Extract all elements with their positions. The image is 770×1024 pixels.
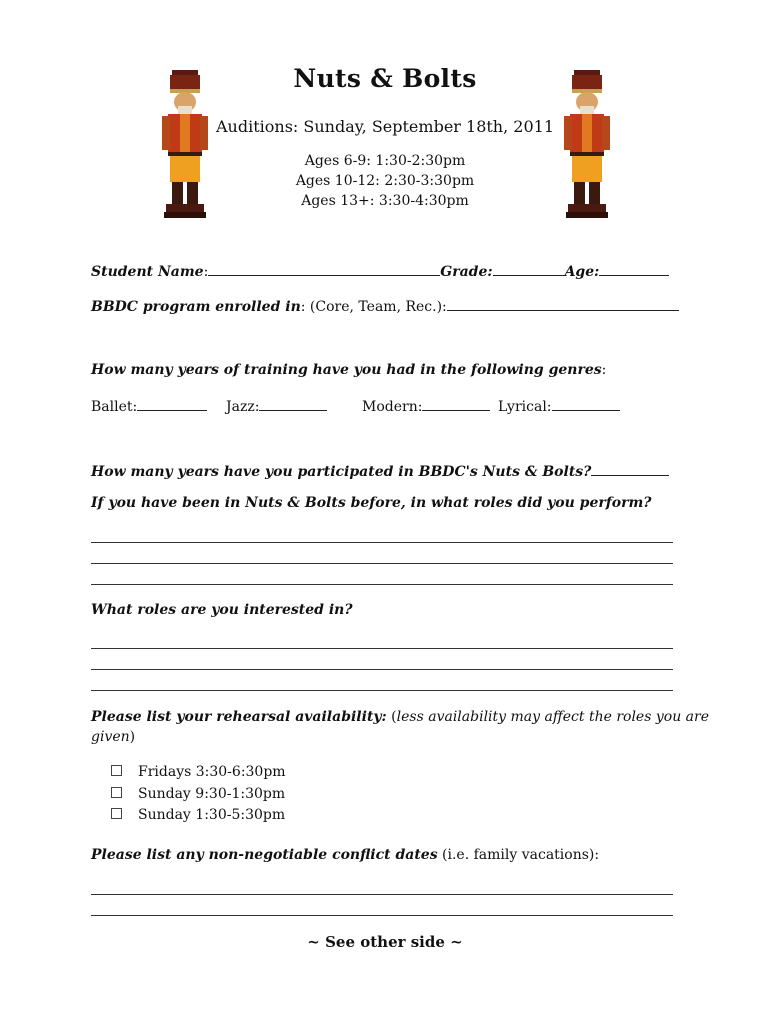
interested-roles-question: What roles are you interested in? — [91, 602, 353, 618]
availability-note-given: given — [91, 729, 130, 745]
conflicts-question: Please list any non-negotiable conflict dates — [91, 847, 438, 863]
availability-option-1-label: Fridays 3:30-6:30pm — [138, 764, 286, 780]
genre-ballet-field[interactable] — [137, 397, 207, 411]
conflicts-question-row — [91, 847, 599, 863]
participation-question: How many years have you participated in BBDC's Nuts & Bolts? — [91, 464, 592, 480]
checkbox-sunday-morning[interactable] — [111, 787, 122, 798]
interested-roles-line-1[interactable] — [91, 648, 673, 649]
genre-jazz-label: Jazz: — [226, 399, 260, 415]
previous-roles-question: If you have been in Nuts & Bolts before, in what roles did you perform? — [91, 495, 652, 511]
genre-lyrical-label: Lyrical: — [498, 399, 552, 415]
availability-note: less availability may affect the roles you are — [396, 709, 709, 725]
availability-option-2-label: Sunday 9:30-1:30pm — [138, 786, 286, 802]
age-slot-3: Ages 13+: 3:30-4:30pm — [301, 193, 469, 209]
audition-date: Auditions: Sunday, September 18th, 2011 — [216, 117, 554, 136]
availability-question-row — [91, 709, 709, 725]
interested-roles-line-2[interactable] — [91, 669, 673, 670]
program-field[interactable] — [447, 297, 679, 311]
training-question: How many years of training have you had in the following genres — [91, 362, 602, 378]
program-hint: : (Core, Team, Rec.): — [300, 299, 447, 315]
age-slot-2: Ages 10-12: 2:30-3:30pm — [295, 173, 475, 189]
student-name-label: Student Name — [91, 264, 204, 280]
training-question-colon: : — [601, 362, 607, 378]
availability-option-1[interactable] — [111, 764, 286, 780]
grade-label: Grade: — [440, 264, 493, 280]
participation-field[interactable] — [591, 462, 669, 476]
conflicts-hint: (i.e. family vacations): — [437, 847, 600, 863]
genre-modern — [362, 397, 490, 415]
genre-modern-label: Modern: — [362, 399, 423, 415]
availability-note-open: ( — [386, 709, 397, 725]
genre-lyrical-field[interactable] — [552, 397, 620, 411]
genre-modern-field[interactable] — [422, 397, 490, 411]
availability-question: Please list your rehearsal availability: — [91, 709, 387, 725]
genre-jazz-field[interactable] — [259, 397, 327, 411]
genre-lyrical — [498, 397, 620, 415]
age-field[interactable] — [599, 262, 669, 276]
student-name-field[interactable] — [208, 262, 440, 276]
program-row — [91, 297, 679, 315]
grade-field[interactable] — [493, 262, 565, 276]
genre-jazz — [226, 397, 327, 415]
availability-option-3-label: Sunday 1:30-5:30pm — [138, 807, 286, 823]
availability-option-2[interactable] — [111, 786, 285, 802]
training-question-row — [91, 362, 606, 378]
form-title: Nuts & Bolts — [293, 64, 477, 93]
participation-row — [91, 462, 669, 480]
previous-roles-line-3[interactable] — [91, 584, 673, 585]
student-info-row — [91, 262, 669, 280]
availability-note-close: ) — [129, 729, 136, 745]
genre-ballet-label: Ballet: — [91, 399, 138, 415]
age-slot-1: Ages 6-9: 1:30-2:30pm — [304, 153, 466, 169]
conflicts-line-1[interactable] — [91, 894, 673, 895]
student-name-colon: : — [203, 264, 209, 280]
conflicts-line-2[interactable] — [91, 915, 673, 916]
availability-option-3[interactable] — [111, 807, 285, 823]
checkbox-friday[interactable] — [111, 765, 122, 776]
age-label: Age: — [564, 264, 600, 280]
genre-ballet — [91, 397, 207, 415]
previous-roles-line-2[interactable] — [91, 563, 673, 564]
see-other-side: ~ See other side ~ — [307, 933, 463, 951]
availability-note-line2 — [91, 729, 135, 745]
previous-roles-line-1[interactable] — [91, 542, 673, 543]
interested-roles-line-3[interactable] — [91, 690, 673, 691]
checkbox-sunday-afternoon[interactable] — [111, 808, 122, 819]
program-label: BBDC program enrolled in — [91, 299, 301, 315]
